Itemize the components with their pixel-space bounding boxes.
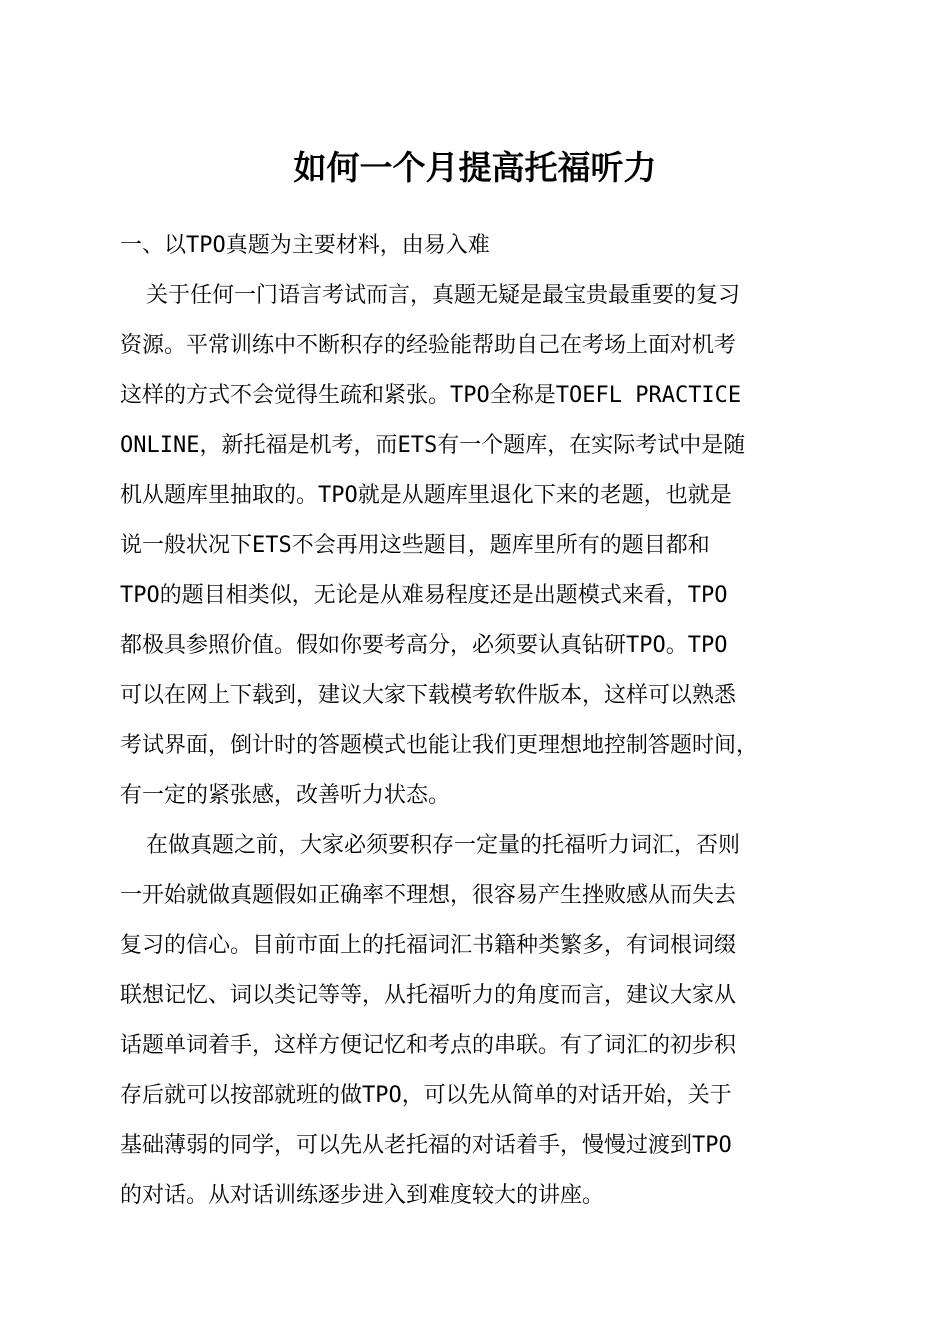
paragraph-line: 说一般状况下ETS不会再用这些题目，题库里所有的题目都和: [120, 533, 710, 558]
paragraph-line: 都极具参照价值。假如你要考高分，必须要认真钻研TPO。TPO: [120, 633, 728, 658]
document-body: [120, 221, 845, 1221]
paragraph-line: 联想记忆、词以类记等等，从托福听力的角度而言，建议大家从: [120, 983, 737, 1008]
paragraph-line: 关于任何一门语言考试而言，真题无疑是最宝贵最重要的复习: [146, 283, 741, 308]
paragraph-line: 复习的信心。目前市面上的托福词汇书籍种类繁多，有词根词缀: [120, 933, 737, 958]
paragraph-line: 存后就可以按部就班的做TPO，可以先从简单的对话开始，关于: [120, 1083, 732, 1108]
paragraph-line: 话题单词着手，这样方便记忆和考点的串联。有了词汇的初步积: [120, 1033, 737, 1058]
paragraph-line: 机从题库里抽取的。TPO就是从题库里退化下来的老题，也就是: [120, 483, 732, 508]
section-heading: 一、以TPO真题为主要材料，由易入难: [120, 233, 490, 258]
paragraph-line: 的对话。从对话训练逐步进入到难度较大的讲座。: [120, 1183, 605, 1208]
paragraph-line: TPO的题目相类似，无论是从难易程度还是出题模式来看，TPO: [120, 583, 728, 608]
paragraph-line: 考试界面，倒计时的答题模式也能让我们更理想地控制答题时间，: [120, 733, 759, 758]
paragraph-line: 资源。平常训练中不断积存的经验能帮助自己在考场上面对机考: [120, 333, 737, 358]
paragraph-line: ONLINE，新托福是机考，而ETS有一个题库，在实际考试中是随: [120, 433, 746, 458]
document-title: 如何一个月提高托福听力: [293, 148, 657, 187]
paragraph-line: 有一定的紧张感，改善听力状态。: [120, 783, 451, 808]
paragraph-line: 在做真题之前，大家必须要积存一定量的托福听力词汇，否则: [146, 833, 741, 858]
paragraph-line: 可以在网上下载到，建议大家下载模考软件版本，这样可以熟悉: [120, 683, 737, 708]
paragraph-line: 这样的方式不会觉得生疏和紧张。TPO全称是TOEFL PRACTICE: [120, 383, 742, 408]
paragraph-line: 基础薄弱的同学，可以先从老托福的对话着手，慢慢过渡到TPO: [120, 1133, 732, 1158]
paragraph-line: 一开始就做真题假如正确率不理想，很容易产生挫败感从而失去: [120, 883, 737, 908]
